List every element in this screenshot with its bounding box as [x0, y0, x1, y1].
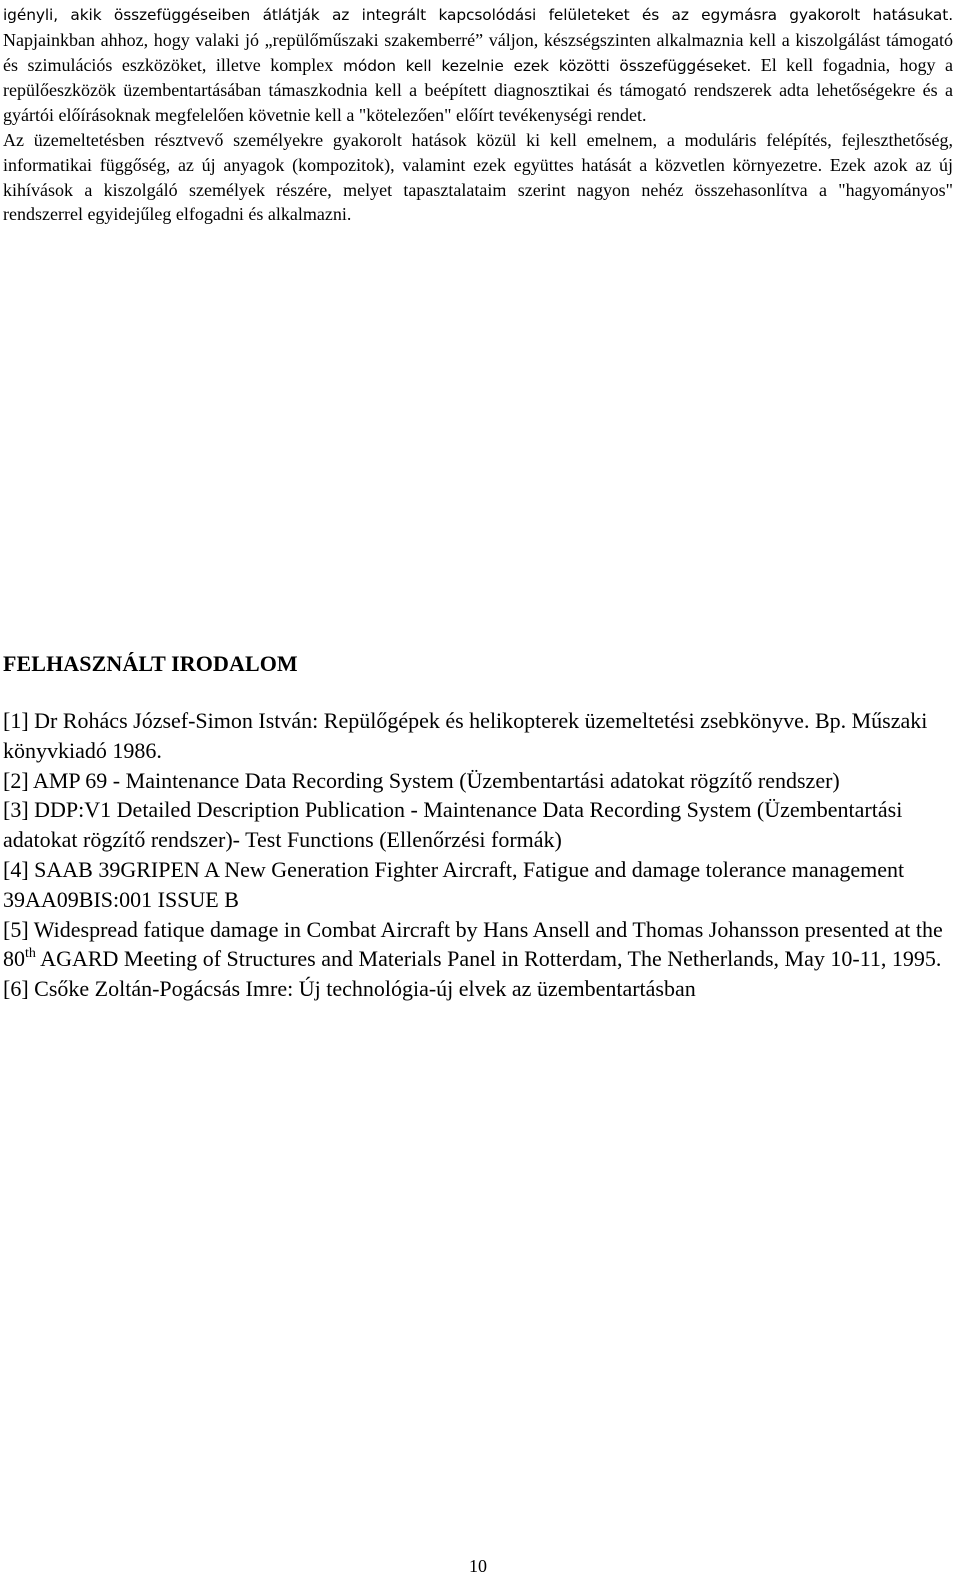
reference-item: [2] AMP 69 - Maintenance Data Recording System (Üzembentartási adatokat rögzítő rendszer): [3, 767, 840, 793]
reference-item: [3, 915, 953, 975]
paragraph-text-segment: igényli, akik összefüggéseiben átlátják az integrált kapcsolódási felületeket és az egymásra gyakorolt hatásukat.: [3, 6, 953, 24]
reference-item: [6] Csőke Zoltán-Pogácsás Imre: Új technológia-új elvek az üzembentartásban: [3, 976, 696, 1002]
reference-item: [3] DDP:V1 Detailed Description Publication - Maintenance Data Recording System (Üzembentartási adatokat rögzítő rendszer)- Test Functions (Ellenőrzési formák): [3, 797, 903, 853]
reference-text: [5] Widespread fatique damage in Combat Aircraft by Hans Ansell and Thomas Johansson presented at the 80: [3, 916, 943, 972]
paragraph-text-segment: El kell fogadnia, hogy a repülőeszközök üzembentartásában támaszkodnia kell a beépített diagnosztikai és támogató rendszerek adta lehetőségekre és a gyártói előírásoknak megfelelően követnie kell a "kötelezően" előírt tevékenységi rendet.: [3, 54, 953, 126]
paragraph-text-segment: módon kell kezelnie ezek közötti összefüggéseket.: [333, 56, 752, 75]
ordinal-superscript: th: [25, 946, 36, 962]
reference-text: AGARD Meeting of Structures and Materials Panel in Rotterdam, The Netherlands, May 10-11, 1995.: [35, 946, 942, 972]
body-paragraph: [3, 2, 953, 128]
page-number: 10: [469, 1556, 487, 1576]
document-page: [3, 0, 953, 1576]
reference-item: [4] SAAB 39GRIPEN A New Generation Fighter Aircraft, Fatigue and damage tolerance management 39AA09BIS:001 ISSUE B: [3, 856, 905, 912]
references-heading: FELHASZNÁLT IRODALOM: [3, 651, 298, 676]
reference-item: [1] Dr Rohács József-Simon István: Repülőgépek és helikopterek üzemeltetési zsebkönyve. Bp. Műszaki könyvkiadó 1986.: [3, 708, 928, 763]
reference-list: [3, 706, 953, 1004]
body-paragraph: Az üzemeltetésben résztvevő személyekre gyakorolt hatások közül ki kell emelnem, a moduláris felépítés, fejleszthetőség, informatikai függőség, az új anyagok (kompozitok), valamint ezek együttes hatását a közvetlen környezetre. Ezek azok az új kihívások a kiszolgáló személyek részére, melyet tapasztalataim szerint nagyon nehéz összehasonlítva a "hagyományos" rendszerrel egyidejűleg elfogadni és alkalmazni.: [3, 129, 953, 225]
paragraph-text-segment: Napjainkban ahhoz, hogy valaki jó „repülőműszaki szakemberré” váljon, készségszinten alkalmaznia kell a kiszolgálást támogató és szimulációs eszközöket, illetve komplex: [3, 29, 953, 75]
